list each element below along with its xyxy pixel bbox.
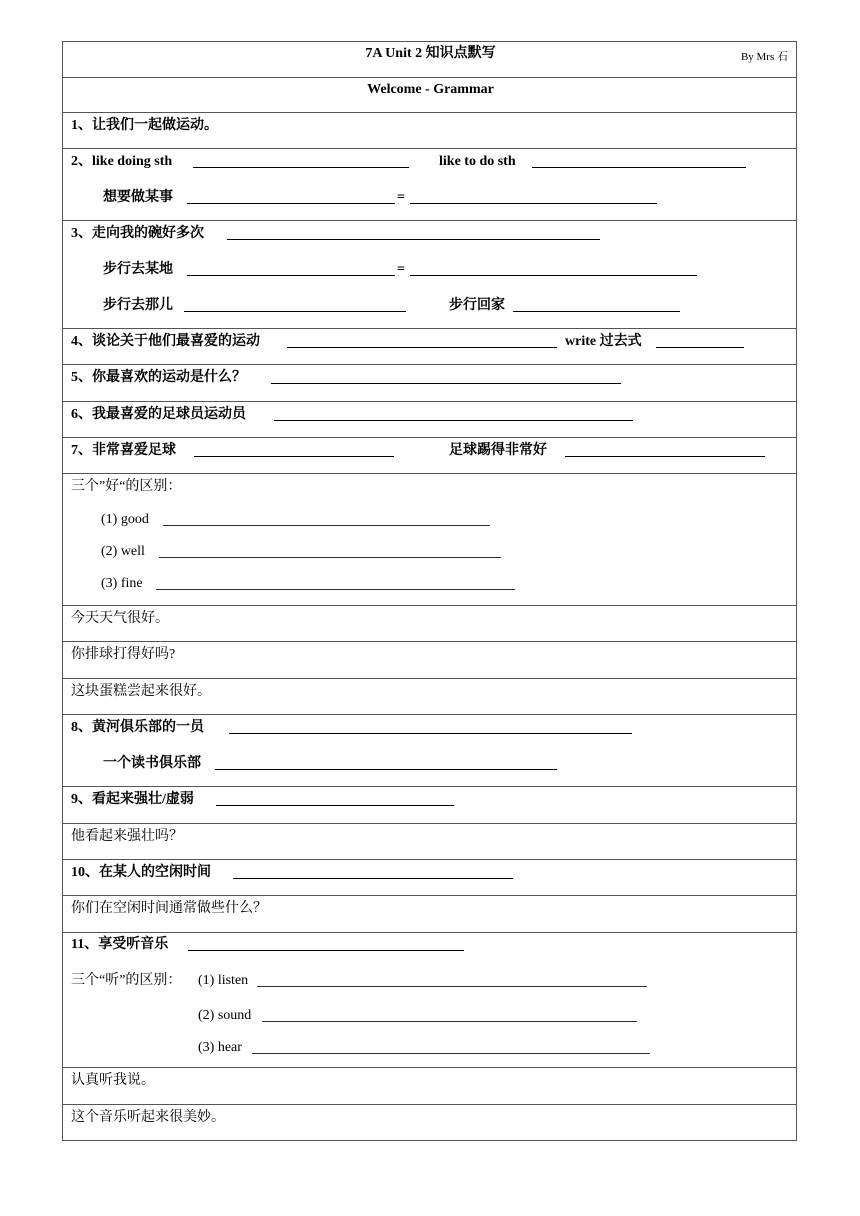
item-1-row [62,113,797,149]
item-6-row [62,402,797,438]
sentence-5: 你们在空闲时间通常做些什么？ [71,901,267,916]
item-4-write-past: write 过去式 [565,334,642,349]
worksheet-table [62,41,797,1141]
listen-3-blank[interactable] [252,1039,650,1054]
item-3-blank-2[interactable] [187,261,395,276]
sentence-1: 今天天气很好。 [71,611,169,626]
sentence-5-row [62,896,797,933]
item-4-text: 4、谈论关于他们最喜爱的运动 [71,334,260,349]
sentence-3: 这块蛋糕尝起来很好。 [71,684,211,699]
item-8-text-1: 8、黄河俱乐部的一员 [71,720,204,735]
item-5-text: 5、你最喜欢的运动是什么？ [71,370,246,385]
sentence-7-row [62,1105,797,1141]
item-11-row [62,933,797,1068]
item-3-walk-there: 步行去那儿 [103,298,173,313]
item-2-blank-4[interactable] [410,189,657,204]
good-1-blank[interactable] [163,511,490,526]
author-label: By Mrs 石 [740,51,788,63]
item-5-row [62,365,797,402]
item-7-blank-1[interactable] [194,442,394,457]
item-2-blank-1[interactable] [193,153,409,168]
item-4-row [62,329,797,365]
worksheet-title: 7A Unit 2 知识点默写 [365,46,496,61]
section-row [62,78,797,113]
sentence-6-row [62,1068,797,1105]
item-7-row [62,438,797,474]
item-6-text: 6、我最喜爱的足球员运动员 [71,407,246,422]
item-2-row [62,149,797,221]
item-8-blank-2[interactable] [215,755,557,770]
item-11-text: 11、享受听音乐 [71,937,169,952]
item-8-blank-1[interactable] [229,719,632,734]
listen-diff-title: 三个“听”的区别： [71,973,182,988]
item-10-row [62,860,797,896]
item-3-blank-4[interactable] [184,297,406,312]
item-10-text: 10、在某人的空闲时间 [71,865,211,880]
sentence-3-row [62,679,797,715]
item-8-row [62,715,797,787]
listen-3-label: (3) hear [198,1040,242,1055]
item-7-text-2: 足球踢得非常好 [449,443,547,458]
item-3-equals: = [397,262,405,277]
good-2-label: (2) well [101,544,145,559]
sentence-2-row [62,642,797,679]
item-2-like-doing: 2、like doing sth [71,154,173,169]
sentence-6: 认真听我说。 [71,1073,155,1088]
sentence-4-row [62,824,797,860]
sentence-4: 他看起来强壮吗？ [71,829,183,844]
good-2-blank[interactable] [159,543,501,558]
item-6-blank[interactable] [274,406,633,421]
item-11-blank[interactable] [188,936,464,951]
item-3-blank-5[interactable] [513,297,680,312]
item-3-walk-to-place: 步行去某地 [103,262,173,277]
good-3-label: (3) fine [101,576,143,591]
item-1-text: 1、让我们一起做运动。 [71,118,218,133]
section-title: Welcome - Grammar [367,82,494,97]
good-diff-row [62,474,797,606]
good-diff-title: 三个”好“的区别： [71,479,182,494]
item-5-blank[interactable] [271,369,621,384]
item-7-text-1: 7、非常喜爱足球 [71,443,176,458]
item-2-want-to-do: 想要做某事 [103,190,173,205]
item-9-text: 9、看起来强壮/虚弱 [71,792,194,807]
sentence-1-row [62,606,797,642]
item-3-blank-1[interactable] [227,225,600,240]
listen-1-label: (1) listen [198,973,249,988]
item-3-walk-home: 步行回家 [449,298,505,313]
header-row [62,41,797,78]
item-8-text-2: 一个读书俱乐部 [103,756,201,771]
item-2-equals: = [397,190,405,205]
item-9-row [62,787,797,824]
item-10-blank[interactable] [233,864,513,879]
item-3-blank-3[interactable] [410,261,697,276]
item-4-blank-1[interactable] [287,333,557,348]
item-4-blank-2[interactable] [656,333,744,348]
good-3-blank[interactable] [156,575,515,590]
item-3-text: 3、走向我的碗好多次 [71,226,204,241]
listen-2-blank[interactable] [262,1007,637,1022]
item-3-row [62,221,797,329]
item-2-blank-2[interactable] [532,153,746,168]
item-2-blank-3[interactable] [187,189,395,204]
item-7-blank-2[interactable] [565,442,765,457]
item-2-like-to-do: like to do sth [439,154,516,169]
item-9-blank[interactable] [216,791,454,806]
sentence-7: 这个音乐听起来很美妙。 [71,1110,225,1125]
listen-1-blank[interactable] [257,972,647,987]
sentence-2: 你排球打得好吗? [71,647,176,662]
good-1-label: (1) good [101,512,149,527]
listen-2-label: (2) sound [198,1008,252,1023]
